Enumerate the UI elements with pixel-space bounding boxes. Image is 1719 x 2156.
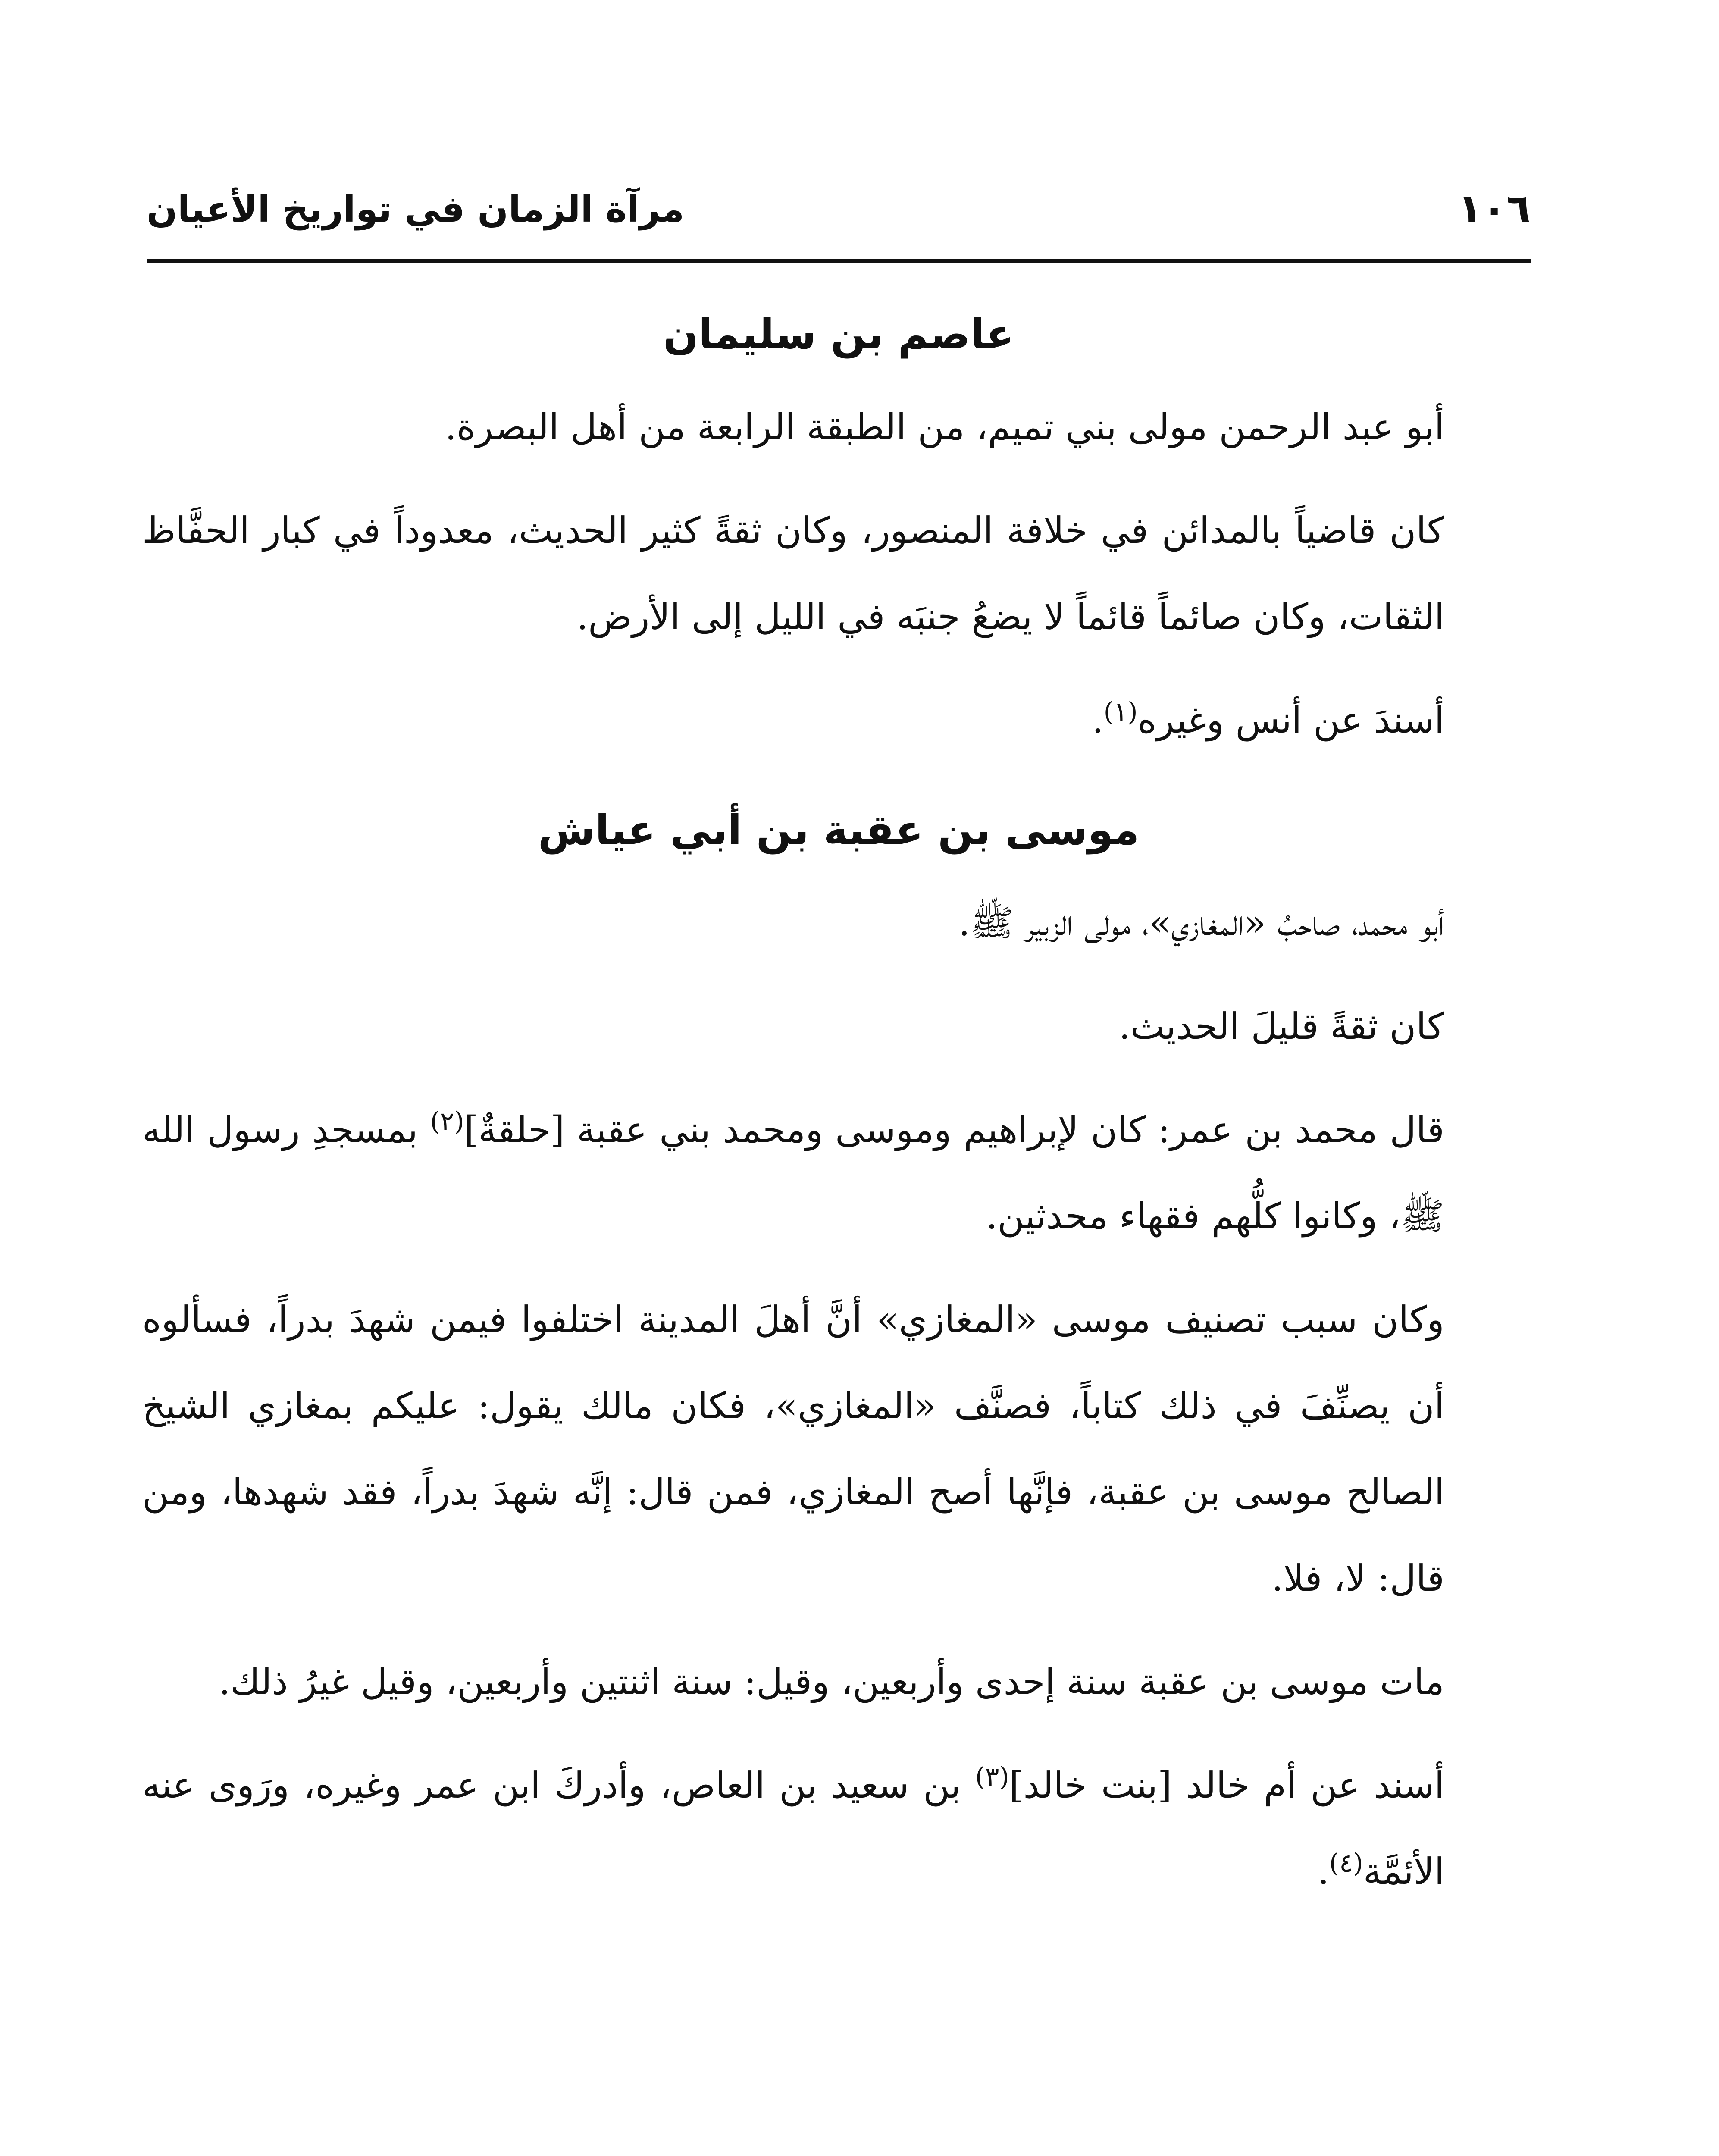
- punctuation: .: [1092, 699, 1104, 741]
- page-number: ١٠٦: [1458, 186, 1531, 232]
- paragraph: كان قاضياً بالمدائن في خلافة المنصور، وكان ثقةً كثير الحديث، معدوداً في كبار الحفَّاظ الثقات، وكان صائماً قائماً لا يضعُ جنبَه في الليل إلى الأرض.: [142, 509, 1444, 638]
- paragraph-text: قال محمد بن عمر: كان لإبراهيم وموسى ومحمد بني عقبة [حلقةٌ]: [464, 1109, 1444, 1151]
- paragraph: [142, 1742, 1535, 1915]
- paragraph: [142, 677, 1535, 763]
- paragraph: أبو عبد الرحمن مولى بني تميم، من الطبقة الرابعة من أهل البصرة.: [445, 406, 1444, 448]
- paragraph: [142, 1087, 1535, 1259]
- paragraph-text: أسند عن أم خالد [بنت خالد]: [1009, 1764, 1444, 1806]
- page-header: [147, 175, 1531, 252]
- paragraph: كان ثقةً قليلَ الحديث.: [1118, 1005, 1444, 1047]
- punctuation: .: [1317, 1850, 1329, 1893]
- section-heading-asim: عاصم بن سليمان: [663, 310, 1014, 358]
- footnote-marker: (٤): [1329, 1848, 1363, 1878]
- footnote-marker: (٣): [975, 1762, 1009, 1792]
- footnote-marker: (٢): [430, 1106, 464, 1137]
- section-heading-musa: موسى بن عقبة بن أبي عياش: [538, 806, 1140, 854]
- paragraph-text: بن سعيد بن العاص، وأدركَ ابن عمر وغيره، ورَوى عنه الأئمَّة: [142, 1764, 1444, 1893]
- main-text: [142, 285, 1535, 1932]
- header-rule: [147, 259, 1531, 263]
- paragraph: أبو محمد، صاحبُ «المغازي»، مولى الزبير ﷺ.: [958, 902, 1444, 944]
- paragraph-text: أسندَ عن أنس وغيره: [1137, 699, 1444, 741]
- paragraph-text: بمسجدِ رسول الله ﷺ، وكانوا كلُّهم فقهاء محدثين.: [142, 1109, 1444, 1237]
- paragraph: وكان سبب تصنيف موسى «المغازي» أنَّ أهلَ المدينة اختلفوا فيمن شهدَ بدراً، فسألوه أن يصنِّفَ في ذلك كتاباً، فصنَّف «المغازي»، فكان مالك يقول: عليكم بمغازي الشيخ الصالح موسى بن عقبة، فإنَّها أصح المغازي، فمن قال: إنَّه شهدَ بدراً، فقد شهدها، ومن قال: لا، فلا.: [142, 1298, 1444, 1599]
- footnote-marker: (١): [1103, 697, 1138, 727]
- running-title: مرآة الزمان في تواريخ الأعيان: [147, 188, 685, 230]
- paragraph: مات موسى بن عقبة سنة إحدى وأربعين، وقيل: سنة اثنتين وأربعين، وقيل غيرُ ذلك.: [219, 1661, 1444, 1703]
